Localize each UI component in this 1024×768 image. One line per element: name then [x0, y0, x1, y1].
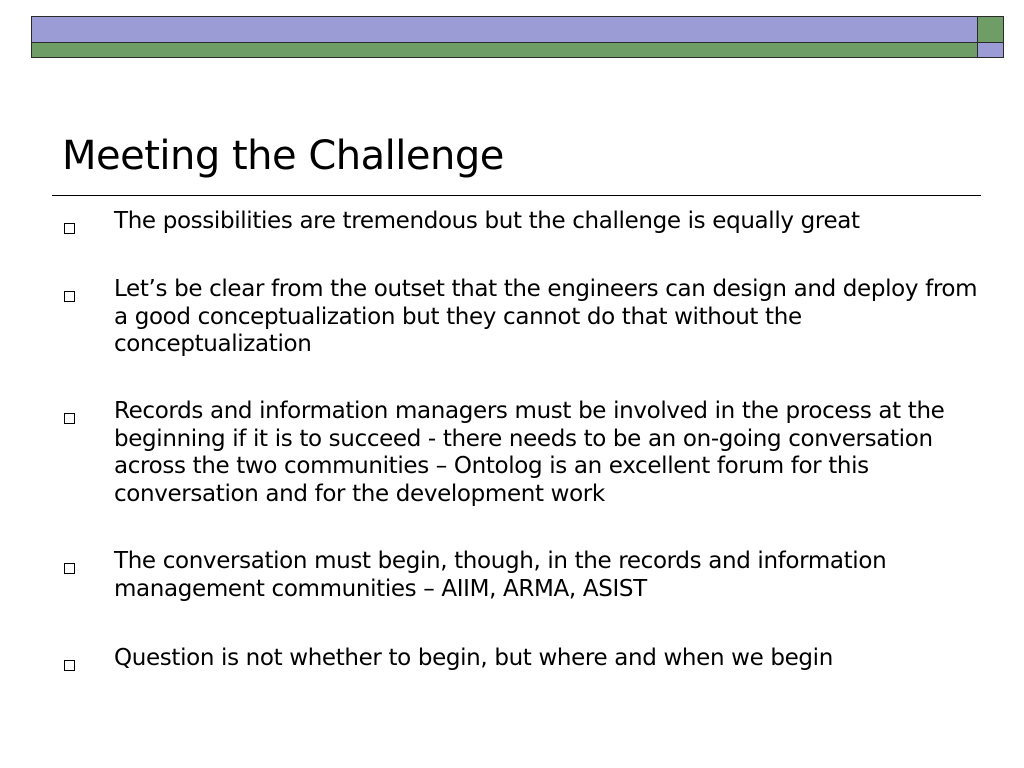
- hollow-square-icon: [64, 660, 75, 671]
- hollow-square-icon: [64, 563, 75, 574]
- title-underline: [52, 195, 981, 196]
- bullet-text: Question is not whether to begin, but where and when we begin: [114, 645, 833, 671]
- bullet-text: Let’s be clear from the outset that the engineers can design and deploy from a good conceptualization but they cannot do that without the conceptualization: [114, 276, 978, 357]
- header-bar-blue: [31, 16, 979, 43]
- header-corner-blue: [977, 42, 1004, 58]
- slide-title: Meeting the Challenge: [62, 133, 504, 179]
- header-bar-green: [31, 42, 979, 58]
- header-corner-green: [977, 16, 1004, 43]
- hollow-square-icon: [64, 413, 75, 424]
- bullet-text: The conversation must begin, though, in the records and information management communities – AIIM, ARMA, ASIST: [114, 548, 887, 602]
- hollow-square-icon: [64, 223, 75, 234]
- hollow-square-icon: [64, 291, 75, 302]
- bullet-text: Records and information managers must be involved in the process at the beginning if it is to succeed - there needs to be an on-going conversation across the two communities – Ontolog is an excellent forum for this conversation and for the development work: [114, 398, 945, 507]
- bullet-text: The possibilities are tremendous but the challenge is equally great: [114, 208, 860, 234]
